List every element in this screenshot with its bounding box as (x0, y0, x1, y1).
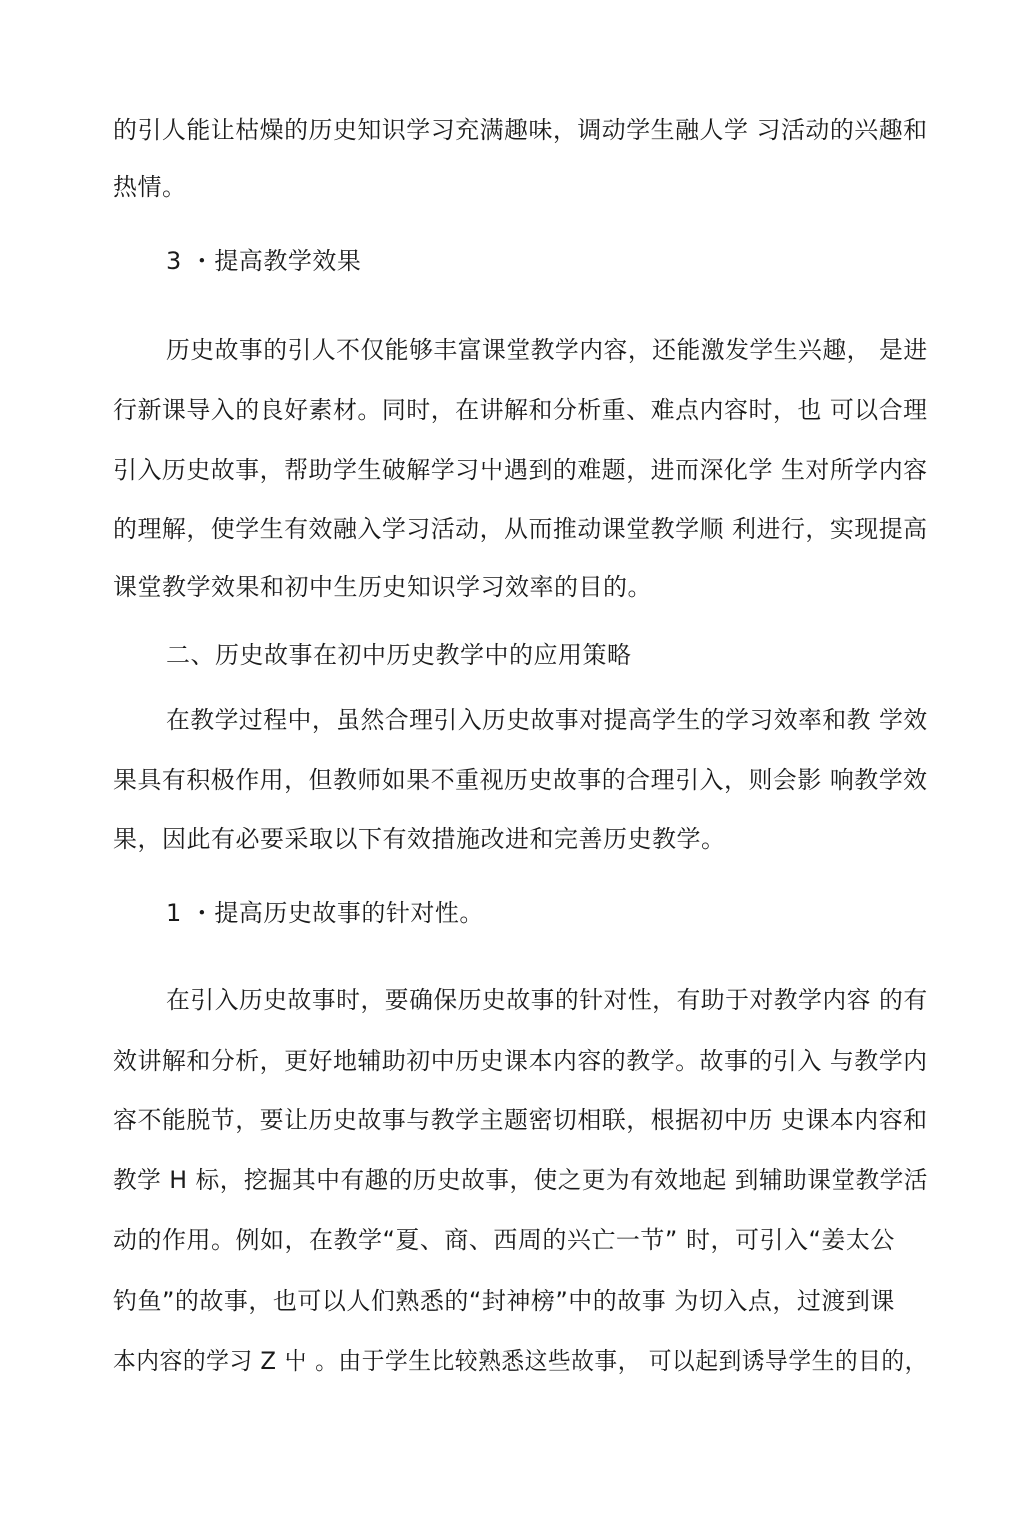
paragraph-line: 果，因此有必要采取以下有效措施改进和完善历史教学。 (113, 825, 726, 853)
paragraph-line: 本内容的学习 Z 屮 。由于学生比较熟悉这些故事， 可以起到诱导学生的目的， (113, 1347, 928, 1375)
paragraph-line: 历史故事的引人不仅能够丰富课堂教学内容，还能激发学生兴趣， 是进 (166, 336, 928, 364)
paragraph-line: 的引人能让枯燥的历史知识学习充满趣味，调动学生融人学 习活动的兴趣和 (113, 116, 928, 144)
paragraph-line: 的理解，使学生有效融入学习活动，从而推动课堂教学顺 利进行，实现提高 (113, 515, 928, 543)
paragraph-line: 效讲解和分析，更好地辅助初中历史课本内容的教学。故事的引入 与教学内 (113, 1047, 928, 1075)
paragraph-line: 课堂教学效果和初中生历史知识学习效率的目的。 (113, 573, 652, 601)
paragraph-line: 动的作用。例如，在教学“夏、商、西周的兴亡一节” 时，可引入“姜太公 (113, 1226, 895, 1254)
paragraph-line: 在引入历史故事时，要确保历史故事的针对性，有助于对教学内容 的有 (166, 986, 928, 1014)
paragraph-line: 行新课导入的良好素材。同时，在讲解和分析重、难点内容时，也 可以合理 (113, 396, 928, 424)
paragraph-line: 在教学过程中，虽然合理引入历史故事对提高学生的学习效率和教 学效 (166, 706, 928, 734)
section-heading: 3 ・提高教学效果 (166, 247, 362, 275)
paragraph-line: 容不能脱节，要让历史故事与教学主题密切相联，根据初中历 史课本内容和 (113, 1106, 928, 1134)
paragraph-line: 钓鱼”的故事，也可以人们熟悉的“封神榜”中的故事 为切入点，过渡到课 (113, 1287, 895, 1315)
paragraph-line: 果具有积极作用，但教师如果不重视历史故事的合理引入，则会影 响教学效 (113, 766, 928, 794)
section-heading: 1 ・提高历史故事的针对性。 (166, 899, 484, 927)
paragraph-line: 引入历史故事，帮助学生破解学习屮遇到的难题，进而深化学 生对所学内容 (113, 456, 928, 484)
section-heading: 二、历史故事在初中历史教学中的应用策略 (166, 641, 632, 669)
paragraph-line: 热情。 (113, 173, 187, 201)
paragraph-line: 教学 H 标，挖掘其中有趣的历史故事，使之更为有效地起 到辅助课堂教学活 (113, 1166, 928, 1194)
